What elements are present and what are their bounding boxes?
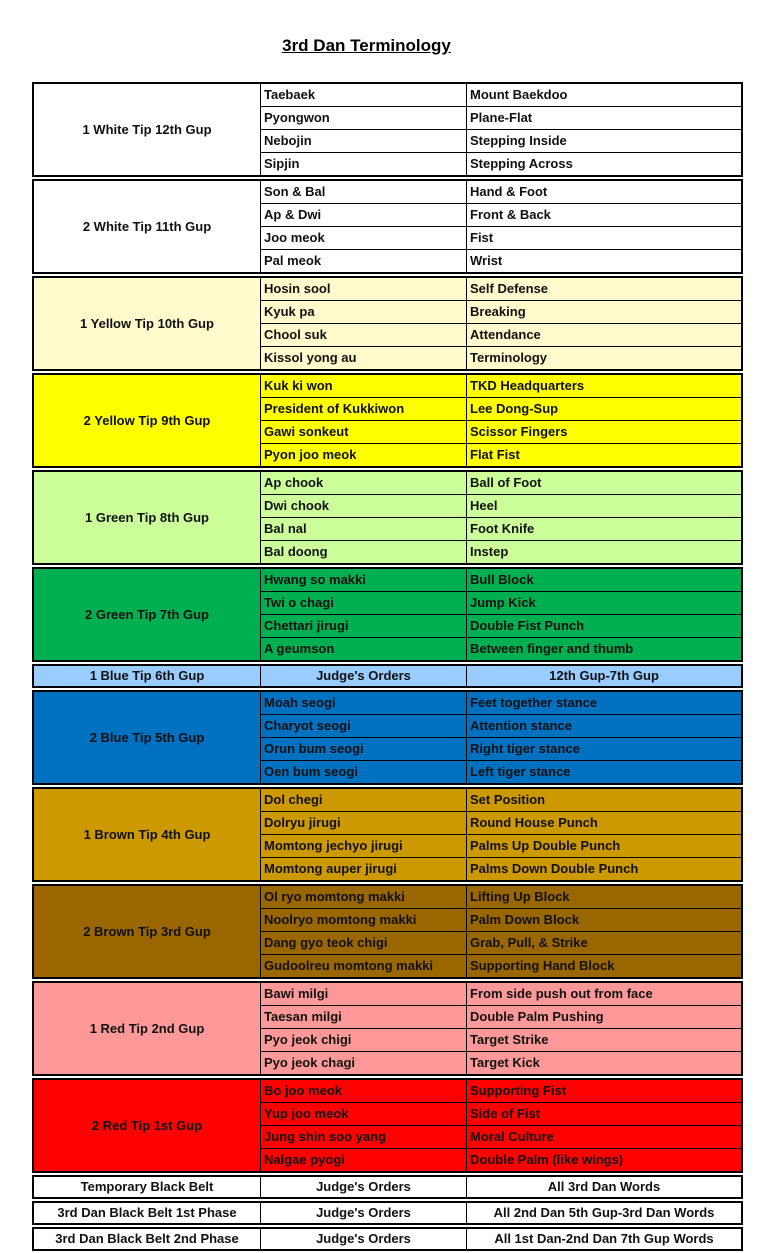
table-row — [261, 954, 741, 977]
table-row — [261, 789, 741, 811]
meaning-cell: Feet together stance — [470, 695, 598, 710]
table-row — [261, 1005, 741, 1028]
term-cell: Dang gyo teok chigi — [261, 932, 467, 954]
table-row — [261, 637, 741, 660]
rank-label: 2 White Tip 11th Gup — [34, 181, 261, 272]
table-row — [261, 323, 741, 346]
rank-label: 2 Green Tip 7th Gup — [34, 569, 261, 660]
term-cell: Gudoolreu momtong makki — [261, 955, 467, 977]
rank-group — [32, 1201, 743, 1225]
meaning-cell: All 1st Dan-2nd Dan 7th Gup Words — [494, 1231, 714, 1246]
term-cell: Noolryo momtong makki — [261, 909, 467, 931]
term-cell: Taesan milgi — [261, 1006, 467, 1028]
rank-group — [32, 276, 743, 371]
term-cell: Dwi chook — [261, 495, 467, 517]
rank-group — [32, 470, 743, 565]
table-row — [261, 494, 741, 517]
term-cell: Dol chegi — [261, 789, 467, 811]
term-cell: Yup joo meok — [261, 1103, 467, 1125]
table-row — [261, 106, 741, 129]
table-row — [261, 714, 741, 737]
term-cell: Charyot seogi — [261, 715, 467, 737]
term-cell: Momtong jechyo jirugi — [261, 835, 467, 857]
term-cell: Nebojin — [261, 130, 467, 152]
meaning-cell: Fist — [470, 230, 494, 245]
meaning-cell: TKD Headquarters — [470, 378, 585, 393]
table-row — [261, 1102, 741, 1125]
meaning-cell: Round House Punch — [470, 815, 598, 830]
term-cell: Orun bum seogi — [261, 738, 467, 760]
term-cell: Kyuk pa — [261, 301, 467, 323]
term-cell: Hosin sool — [261, 278, 467, 300]
table-row — [261, 591, 741, 614]
rank-label: 1 Red Tip 2nd Gup — [34, 983, 261, 1074]
term-cell: Pyon joo meok — [261, 444, 467, 466]
meaning-cell: Flat Fist — [470, 447, 520, 462]
meaning-cell: Lee Dong-Sup — [470, 401, 559, 416]
rank-group — [32, 787, 743, 882]
rank-group — [32, 1078, 743, 1173]
meaning-cell: All 2nd Dan 5th Gup-3rd Dan Words — [493, 1205, 715, 1220]
table-row — [261, 84, 741, 106]
rank-label: Temporary Black Belt — [34, 1177, 261, 1197]
meaning-cell: Bull Block — [470, 572, 534, 587]
meaning-cell: Palms Up Double Punch — [470, 838, 621, 853]
term-cell: Judge's Orders — [261, 1229, 467, 1249]
page-title: 3rd Dan Terminology — [282, 36, 451, 55]
meaning-cell: Side of Fist — [470, 1106, 541, 1121]
term-cell: Hwang so makki — [261, 569, 467, 591]
meaning-cell: Wrist — [470, 253, 503, 268]
term-cell: Kuk ki won — [261, 375, 467, 397]
meaning-cell: Double Fist Punch — [470, 618, 585, 633]
summary-row — [261, 1203, 741, 1223]
table-row — [261, 1028, 741, 1051]
meaning-cell: Hand & Foot — [470, 184, 548, 199]
meaning-cell: Stepping Inside — [470, 133, 567, 148]
meaning-cell: Jump Kick — [470, 595, 536, 610]
rank-group — [32, 1227, 743, 1251]
table-row — [261, 1125, 741, 1148]
table-row — [261, 908, 741, 931]
term-rows — [261, 1080, 741, 1171]
term-cell: A geumson — [261, 638, 467, 660]
meaning-cell: Front & Back — [470, 207, 551, 222]
meaning-cell: Between finger and thumb — [470, 641, 634, 656]
term-cell: Moah seogi — [261, 692, 467, 714]
table-row — [261, 375, 741, 397]
meaning-cell: Ball of Foot — [470, 475, 542, 490]
rank-group — [32, 664, 743, 688]
table-row — [261, 811, 741, 834]
rank-label: 1 Brown Tip 4th Gup — [34, 789, 261, 880]
table-row — [261, 692, 741, 714]
table-row — [261, 443, 741, 466]
rank-label: 2 Yellow Tip 9th Gup — [34, 375, 261, 466]
term-cell: Twi o chagi — [261, 592, 467, 614]
table-row — [261, 397, 741, 420]
table-row — [261, 614, 741, 637]
rank-label: 2 Brown Tip 3rd Gup — [34, 886, 261, 977]
term-cell: Sipjin — [261, 153, 467, 175]
rank-group — [32, 981, 743, 1076]
meaning-cell: Double Palm Pushing — [470, 1009, 604, 1024]
term-cell: Kissol yong au — [261, 347, 467, 369]
term-rows — [261, 278, 741, 369]
meaning-cell: Target Strike — [470, 1032, 549, 1047]
meaning-cell: Supporting Fist — [470, 1083, 567, 1098]
summary-row — [261, 1177, 741, 1197]
table-row — [261, 300, 741, 323]
term-rows — [261, 84, 741, 175]
term-cell: Son & Bal — [261, 181, 467, 203]
table-row — [261, 129, 741, 152]
rank-label: 1 Blue Tip 6th Gup — [34, 666, 261, 686]
table-row — [261, 203, 741, 226]
term-rows — [261, 472, 741, 563]
table-row — [261, 983, 741, 1005]
meaning-cell: Foot Knife — [470, 521, 535, 536]
table-row — [261, 1051, 741, 1074]
table-row — [261, 834, 741, 857]
term-cell: President of Kukkiwon — [261, 398, 467, 420]
meaning-cell: Left tiger stance — [470, 764, 571, 779]
meaning-cell: Heel — [470, 498, 498, 513]
rank-group — [32, 884, 743, 979]
rank-label: 2 Red Tip 1st Gup — [34, 1080, 261, 1171]
meaning-cell: Moral Culture — [470, 1129, 554, 1144]
summary-row — [261, 1229, 741, 1249]
table-row — [261, 1080, 741, 1102]
rank-label: 3rd Dan Black Belt 1st Phase — [34, 1203, 261, 1223]
term-cell: Pyo jeok chagi — [261, 1052, 467, 1074]
term-rows — [261, 886, 741, 977]
term-cell: Momtong auper jirugi — [261, 858, 467, 880]
meaning-cell: Scissor Fingers — [470, 424, 568, 439]
rank-group — [32, 373, 743, 468]
rank-group — [32, 179, 743, 274]
meaning-cell: Stepping Across — [470, 156, 573, 171]
term-rows — [261, 181, 741, 272]
meaning-cell: From side push out from face — [470, 986, 653, 1001]
meaning-cell: Mount Baekdoo — [470, 87, 568, 102]
term-cell: Chool suk — [261, 324, 467, 346]
rank-group — [32, 690, 743, 785]
table-row — [261, 152, 741, 175]
term-cell: Jung shin soo yang — [261, 1126, 467, 1148]
table-row — [261, 181, 741, 203]
term-cell: Bo joo meok — [261, 1080, 467, 1102]
meaning-cell: Right tiger stance — [470, 741, 580, 756]
meaning-cell: Grab, Pull, & Strike — [470, 935, 588, 950]
term-cell: Judge's Orders — [261, 666, 467, 686]
table-row — [261, 886, 741, 908]
rank-label: 3rd Dan Black Belt 2nd Phase — [34, 1229, 261, 1249]
meaning-cell: Palm Down Block — [470, 912, 580, 927]
meaning-cell: Lifting Up Block — [470, 889, 570, 904]
meaning-cell: Instep — [470, 544, 509, 559]
term-cell: Judge's Orders — [261, 1177, 467, 1197]
table-row — [261, 1148, 741, 1171]
term-cell: Pyo jeok chigi — [261, 1029, 467, 1051]
term-rows — [261, 375, 741, 466]
meaning-cell: Target Kick — [470, 1055, 540, 1070]
table-row — [261, 540, 741, 563]
rank-label: 1 White Tip 12th Gup — [34, 84, 261, 175]
term-cell: Ap & Dwi — [261, 204, 467, 226]
term-rows — [261, 789, 741, 880]
term-cell: Bawi milgi — [261, 983, 467, 1005]
summary-row — [261, 666, 741, 686]
table-row — [261, 249, 741, 272]
rank-group — [32, 1175, 743, 1199]
table-row — [261, 760, 741, 783]
meaning-cell: Supporting Hand Block — [470, 958, 615, 973]
term-cell: Bal doong — [261, 541, 467, 563]
term-cell: Ol ryo momtong makki — [261, 886, 467, 908]
term-cell: Pyongwon — [261, 107, 467, 129]
table-row — [261, 931, 741, 954]
rank-group — [32, 82, 743, 177]
term-cell: Gawi sonkeut — [261, 421, 467, 443]
term-rows — [261, 569, 741, 660]
term-cell: Ap chook — [261, 472, 467, 494]
rank-group — [32, 567, 743, 662]
table-row — [261, 737, 741, 760]
table-row — [261, 472, 741, 494]
rank-label: 2 Blue Tip 5th Gup — [34, 692, 261, 783]
meaning-cell: Attention stance — [470, 718, 572, 733]
term-rows — [261, 692, 741, 783]
meaning-cell: Palms Down Double Punch — [470, 861, 639, 876]
term-cell: Nalgae pyogi — [261, 1149, 467, 1171]
term-rows — [261, 983, 741, 1074]
term-cell: Dolryu jirugi — [261, 812, 467, 834]
term-cell: Oen bum seogi — [261, 761, 467, 783]
table-row — [261, 346, 741, 369]
table-row — [261, 420, 741, 443]
meaning-cell: All 3rd Dan Words — [547, 1179, 661, 1194]
meaning-cell: Self Defense — [470, 281, 549, 296]
term-cell: Judge's Orders — [261, 1203, 467, 1223]
rank-label: 1 Yellow Tip 10th Gup — [34, 278, 261, 369]
meaning-cell: Terminology — [470, 350, 548, 365]
table-row — [261, 278, 741, 300]
term-cell: Chettari jirugi — [261, 615, 467, 637]
meaning-cell: Attendance — [470, 327, 541, 342]
term-cell: Taebaek — [261, 84, 467, 106]
rank-label: 1 Green Tip 8th Gup — [34, 472, 261, 563]
term-cell: Bal nal — [261, 518, 467, 540]
term-cell: Joo meok — [261, 227, 467, 249]
table-row — [261, 569, 741, 591]
meaning-cell: 12th Gup-7th Gup — [549, 668, 659, 683]
table-row — [261, 857, 741, 880]
table-row — [261, 226, 741, 249]
meaning-cell: Breaking — [470, 304, 526, 319]
meaning-cell: Double Palm (like wings) — [470, 1152, 624, 1167]
table-row — [261, 517, 741, 540]
meaning-cell: Set Position — [470, 792, 546, 807]
terminology-table — [32, 82, 743, 1253]
meaning-cell: Plane-Flat — [470, 110, 533, 125]
term-cell: Pal meok — [261, 250, 467, 272]
